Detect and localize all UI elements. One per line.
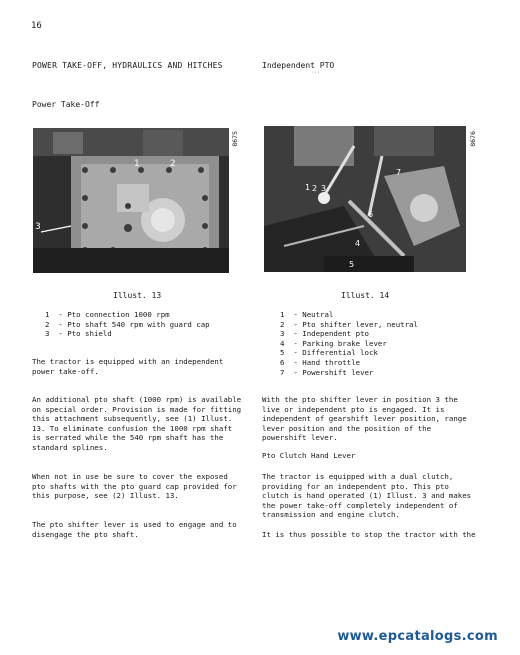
section-title: POWER TAKE-OFF, HYDRAULICS AND HITCHES	[32, 61, 223, 70]
illust-13-callout-2: 2	[170, 159, 176, 169]
illust-14-caption: Illust. 14	[341, 291, 390, 300]
legend-item: 7 - Powershift lever	[280, 367, 374, 377]
illust-14-photo-number: 8676	[469, 131, 477, 147]
illust-13-callout-1: 1	[134, 159, 140, 169]
illust-14-legend	[280, 310, 418, 377]
right-subheading: Pto Clutch Hand Lever	[262, 451, 356, 460]
header-scan-mark: ···	[311, 70, 321, 76]
illust-14-callout-4: 4	[355, 239, 361, 248]
illust-13-callout-3: 3	[35, 222, 41, 232]
subsection-title: Power Take-Off	[32, 100, 100, 109]
illust-13-photo-number: 8675	[231, 131, 239, 147]
body-paragraph: An additional pto shaft (1000 rpm) is available on special order. Provision is made for fitting this attachment subsequently, see (1) Illust. 13. To eliminate confusion the 1000 rpm shaft is serrated while the 540 rpm shaft has the standard splines.	[32, 395, 242, 452]
legend-item: 2 - Pto shifter lever, neutral	[280, 319, 418, 329]
legend-item: 5 - Differential lock	[280, 348, 378, 358]
legend-item: 1 - Pto connection 1000 rpm	[45, 310, 170, 319]
watermark: www.epcatalogs.com	[337, 629, 498, 644]
legend-item: 2 - Pto shaft 540 rpm with guard cap	[45, 319, 210, 329]
illust-13-caption: Illust. 13	[113, 291, 162, 300]
legend-item: 4 - Parking brake lever	[280, 338, 387, 348]
illust-14-callout-2: 2	[312, 184, 318, 193]
illust-14-photo	[264, 126, 466, 272]
illust-13-legend	[45, 310, 210, 339]
body-paragraph: When not in use be sure to cover the exposed pto shafts with the pto guard cap provided for this purpose, see (2) Illust. 13.	[32, 472, 237, 501]
body-paragraph: The tractor is equipped with an independent power take-off.	[32, 357, 224, 376]
body-paragraph: It is thus possible to stop the tractor with the	[262, 530, 476, 539]
legend-item: 3 - Pto shield	[45, 329, 112, 339]
illust-14-callout-3: 3	[321, 184, 327, 193]
illust-14-callout-5: 5	[349, 260, 355, 269]
illust-13-photo	[33, 128, 229, 273]
illust-14-callout-7: 7	[396, 168, 402, 177]
legend-item: 1 - Neutral	[280, 310, 334, 319]
legend-item: 3 - Independent pto	[280, 329, 369, 339]
page-number: 16	[31, 21, 42, 31]
right-column-header: Independent PTO	[262, 61, 335, 70]
body-paragraph: The tractor is equipped with a dual clutch, providing for an independent pto. This pto clutch is hand operated (1) Illust. 3 and makes the power take-off completely independent of transmission and engine clutch.	[262, 472, 472, 520]
body-paragraph: The pto shifter lever is used to engage and to disengage the pto shaft.	[32, 520, 237, 539]
body-paragraph: With the pto shifter lever in position 3 the live or independent pto is engaged. It is independent of gearshift lever position, range lever position and the position of the powershift lever.	[262, 395, 467, 443]
illust-14-callout-1: 1	[305, 183, 311, 192]
legend-item: 6 - Hand throttle	[280, 357, 361, 367]
illust-14-callout-6: 6	[368, 210, 374, 219]
